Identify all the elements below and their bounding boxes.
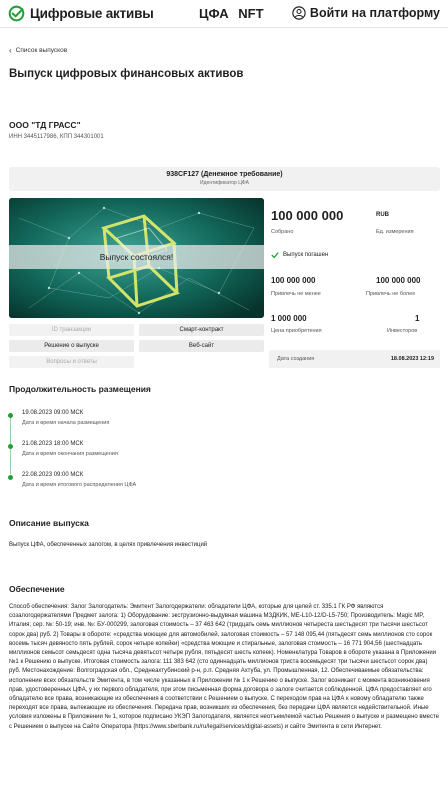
price-value: 1 000 000 xyxy=(271,314,307,323)
timeline-time: 21.08.2023 18:00 МСК xyxy=(22,441,84,447)
top-header xyxy=(0,0,448,28)
investors-value: 1 xyxy=(415,314,420,323)
decision-button[interactable]: Решение о выпуске xyxy=(9,340,134,352)
login-label: Войти на платформу xyxy=(309,6,440,20)
timeline-time: 22.08.2023 09:00 МСК xyxy=(22,472,84,478)
timeline-label: Дата и время окончания размещения xyxy=(22,451,118,457)
max-label: Привлечь не более xyxy=(366,291,416,297)
currency-value: RUB xyxy=(376,212,389,218)
smart-contract-button[interactable]: Смарт-контракт xyxy=(139,324,264,336)
main-nav xyxy=(199,6,270,21)
currency-label: Ед. измерения xyxy=(376,229,414,235)
company-ids: ИНН 3445117986, КПП 344301001 xyxy=(9,134,104,140)
created-date-box xyxy=(269,350,440,368)
check-icon xyxy=(271,251,279,259)
asset-id-bar xyxy=(9,167,440,191)
breadcrumb-back-label: Список выпусков xyxy=(15,47,68,54)
status-badge xyxy=(271,251,328,259)
timeline-dot xyxy=(8,444,13,449)
login-button[interactable] xyxy=(292,6,440,20)
min-label: Привлечь не менее xyxy=(271,291,321,297)
timeline-dot xyxy=(8,413,13,418)
created-label: Дата создания xyxy=(277,356,315,362)
breadcrumb[interactable] xyxy=(9,46,67,55)
nav-item-nft[interactable]: NFT xyxy=(238,6,264,21)
collected-label: Собрано xyxy=(271,229,294,235)
price-label: Цена приобретения xyxy=(271,328,322,334)
banner-message: Выпуск состоялся! xyxy=(9,245,264,269)
status-text: Выпуск погашен xyxy=(283,252,329,258)
sber-logo-icon xyxy=(8,5,25,22)
id-transaction-button[interactable]: ID транзакции xyxy=(9,324,134,336)
max-value: 100 000 000 xyxy=(376,276,421,285)
created-value: 18.08.2023 12:19 xyxy=(390,356,434,362)
timeline-label: Дата и время начала размещения xyxy=(22,420,110,426)
collected-value: 100 000 000 xyxy=(271,208,344,223)
asset-id-value: 938CF127 (Денежное требование) xyxy=(166,171,283,178)
description-text: Выпуск ЦФА, обеспеченных залогом, в целях привлечения инвестиций xyxy=(9,542,208,548)
logo-text: Цифровые активы xyxy=(30,6,154,21)
company-name: ООО "ТД ГРАСС" xyxy=(9,120,81,130)
website-button[interactable]: Веб-сайт xyxy=(139,340,264,352)
asset-id-label: Идентификатор ЦФА xyxy=(200,180,249,186)
timeline-dot xyxy=(8,475,13,480)
collateral-text: Способ обеспечения: Залог Залогодатель: Эмитент Залогодержатели: обладатели ЦФА, которые для целей ст. 335.1 ГК РФ являются созалогодержателями Предмет залога: 1) Оборудование: экструзионно-выдувная машина МЗДКИК, ME-L10-12/D-L5-750; Производитель: Magic MP, Италия; сер. №: 50-19; инв. №: БУ-000299, залоговая стоимость – 37 463 642 (тридцать семь миллионов четыреста шестьдесят три тысячи шестьсот сорок два) руб. 2) Товары в обороте: «средства моющие для автомобилей, залоговая стоимость – 57 148 095,44 (пятьдесят семь миллионов сто сорок восемь тысяч девяносто пять рублей, сорок четыре копейки) «средства моющие и стиральные, залоговая стоимость – 16 771 904,56 (шестнадцать миллионов семьсот семьдесят одна тысяча девятьсот четыре рубля, пятьдесят шесть копеек). Номенклатура Товаров в обороте указана в Приложении №1 к Решению о выпуске. Итоговая стоимость залога: 111 383 642 (сто одиннадцать миллионов триста восемьдесят три тысячи шестьсот сорок два) руб. Местонахождение: Волгоградская обл., Среднеахтубинский р-н, р.п. Средняя Ахтуба, ул. Промышленная, 12. Обеспечиваемые обязательства: исполнение всех обязательств Эмитента, в том числе указанных в Приложении № 1 к Решению о выпуске. Залог возникает с момента возникновения прав, удостоверенных ЦФА, у их первого обладателя, при этом письменная форма договора о залоге считается соблюденной. ЦФА предоставляет его обладателю все права, возникающие из обеспечения в соответствии с Решением о выпуске. С переходом прав на ЦФА к новому обладателю также переходят все права, вытекающие из обеспечения. Передача прав, возникших из обеспечения, без передачи ЦФА является недействительной. Иные условия изложены в Приложении № 1, которое подписано УКЭП Залогодателя, является неотъемлемой частью Решения о выпуске и размещено вместе с Решением о выпуске на Сайте Оператора (https://www.sberbank.ru/ru/legal/services/digital-assets) и сайте Эмитента в сети Интернет. xyxy=(9,604,440,730)
issue-banner xyxy=(9,198,264,318)
chevron-left-icon: ‹ xyxy=(9,46,12,55)
qa-button[interactable]: Вопросы и ответы xyxy=(9,356,134,368)
collateral-title: Обеспечение xyxy=(9,584,65,594)
page-title: Выпуск цифровых финансовых активов xyxy=(9,68,244,80)
timeline-label: Дата и время итогового распределения ЦФА xyxy=(22,482,137,488)
timeline-time: 19.08.2023 09:00 МСК xyxy=(22,410,84,416)
nav-item-cfa[interactable]: ЦФА xyxy=(199,6,229,21)
min-value: 100 000 000 xyxy=(271,276,316,285)
duration-title: Продолжительность размещения xyxy=(9,384,151,394)
description-title: Описание выпуска xyxy=(9,518,89,528)
investors-label: Инвесторов xyxy=(387,328,418,334)
user-icon xyxy=(292,6,306,20)
logo[interactable] xyxy=(8,5,154,22)
